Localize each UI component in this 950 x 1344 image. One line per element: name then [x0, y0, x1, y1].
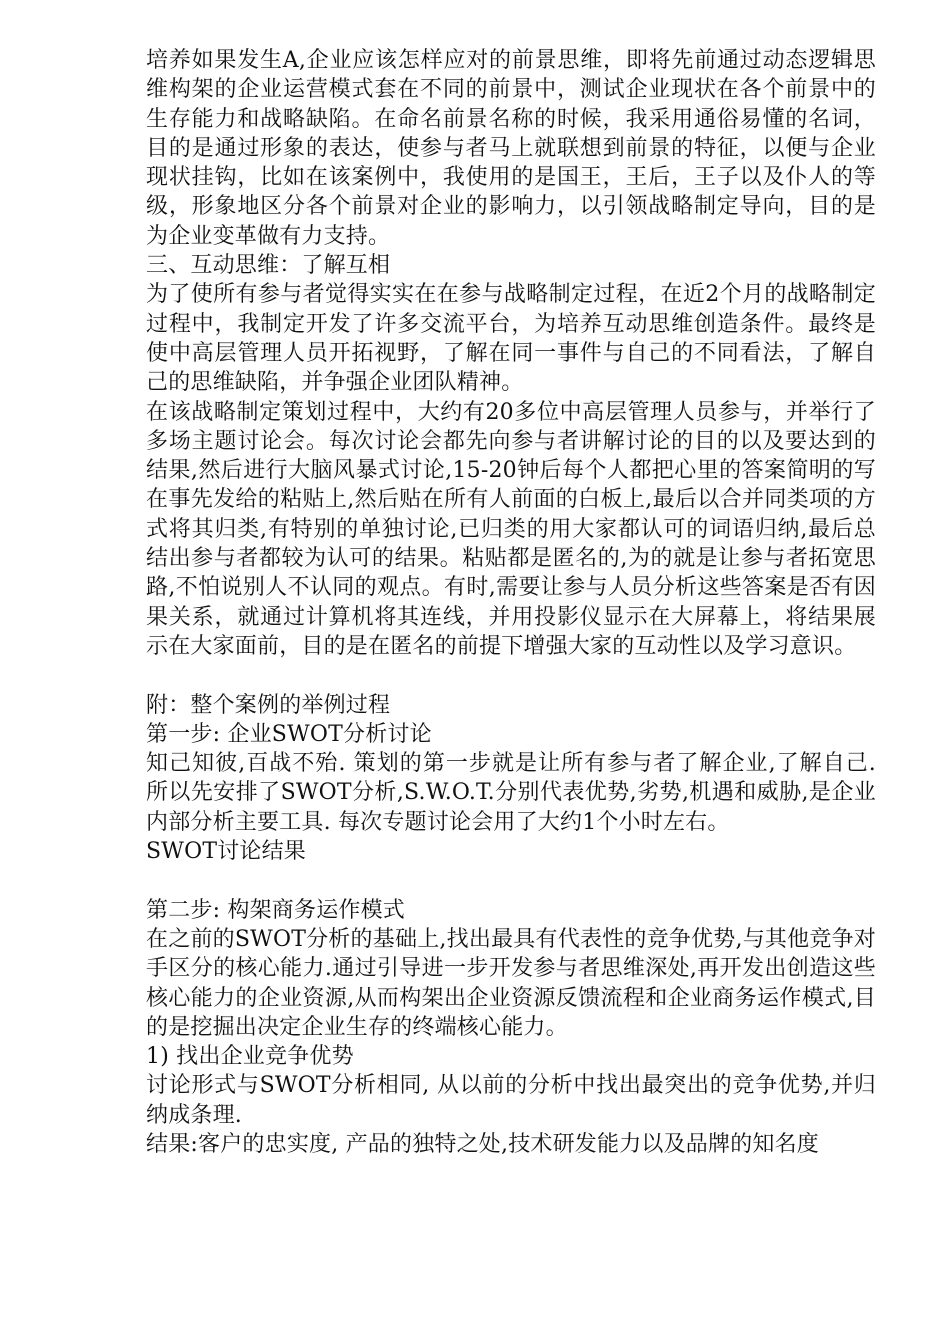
- paragraph-communication-platforms: 为了使所有参与者觉得实实在在参与战略制定过程，在近2个月的战略制定过程中，我制定开发了许多交流平台，为培养互动思维创造条件。最终是使中高层管理人员开拓视野，了解在同一事件与自己的不同看法，了解自己的思维缺陷，并争强企业团队精神。: [146, 282, 876, 396]
- paragraph-future-scenario-thinking: 培养如果发生A,企业应该怎样应对的前景思维，即将先前通过动态逻辑思维构架的企业运营模式套在不同的前景中，测试企业现状在各个前景中的生存能力和战略缺陷。在命名前景名称的时候，我采用通俗易懂的名词，目的是通过形象的表达，使参与者马上就联想到前景的特征，以便与企业现状挂钩，比如在该案例中，我使用的是国王，王后，王子以及仆人的等级，形象地区分各个前景对企业的影响力，以引领战略制定导向，目的是为企业变革做有力支持。: [146, 48, 876, 249]
- subheading-competitive-advantage: 1) 找出企业竞争优势: [146, 1044, 354, 1070]
- step-one-heading: 第一步: 企业SWOT分析讨论: [146, 721, 432, 747]
- appendix-heading: 附：整个案例的举例过程: [146, 692, 391, 718]
- paragraph-business-model: 在之前的SWOT分析的基础上,找出最具有代表性的竞争优势,与其他竞争对手区分的核心能力.通过引导进一步开发参与者思维深处,再开发出创造这些核心能力的企业资源,从而构架出企业资源反馈流程和企业商务运作模式,目的是挖掘出决定企业生存的终端核心能力。: [146, 926, 876, 1040]
- swot-result-label: SWOT讨论结果: [146, 839, 306, 865]
- paragraph-swot-analysis: 知己知彼,百战不殆. 策划的第一步就是让所有参与者了解企业,了解自己. 所以先安排了SWOT分析,S.W.O.T.分别代表优势,劣势,机遇和威胁,是企业内部分析主要工具. 每次专题讨论会用了大约1个小时左右。: [146, 751, 876, 835]
- paragraph-discussion-process: 在该战略制定策划过程中，大约有20多位中高层管理人员参与，并举行了多场主题讨论会。每次讨论会都先向参与者讲解讨论的目的以及要达到的结果,然后进行大脑风暴式讨论,15-20钟后每个人都把心里的答案简明的写在事先发给的粘贴上,然后贴在所有人前面的白板上,最后以合并同类项的方式将其归类,有特别的单独讨论,已归类的用大家都认可的词语归纳,最后总结出参与者都较为认可的结果。粘贴都是匿名的,为的就是让参与者拓宽思路,不怕说别人不认同的观点。有时,需要让参与人员分析这些答案是否有因果关系，就通过计算机将其连线，并用投影仪显示在大屏幕上，将结果展示在大家面前，目的是在匿名的前提下增强大家的互动性以及学习意识。: [146, 399, 876, 659]
- document-page: [146, 46, 876, 1159]
- paragraph-discussion-form: 讨论形式与SWOT分析相同, 从以前的分析中找出最突出的竞争优势,并归纳成条理.: [146, 1073, 876, 1128]
- step-two-heading: 第二步: 构架商务运作模式: [146, 897, 406, 923]
- section-heading-interactive-thinking: 三、互动思维：了解互相: [146, 253, 391, 279]
- blank-line: [146, 866, 876, 895]
- blank-line: [146, 661, 876, 690]
- paragraph-result: 结果:客户的忠实度, 产品的独特之处,技术研发能力以及品牌的知名度: [146, 1131, 819, 1157]
